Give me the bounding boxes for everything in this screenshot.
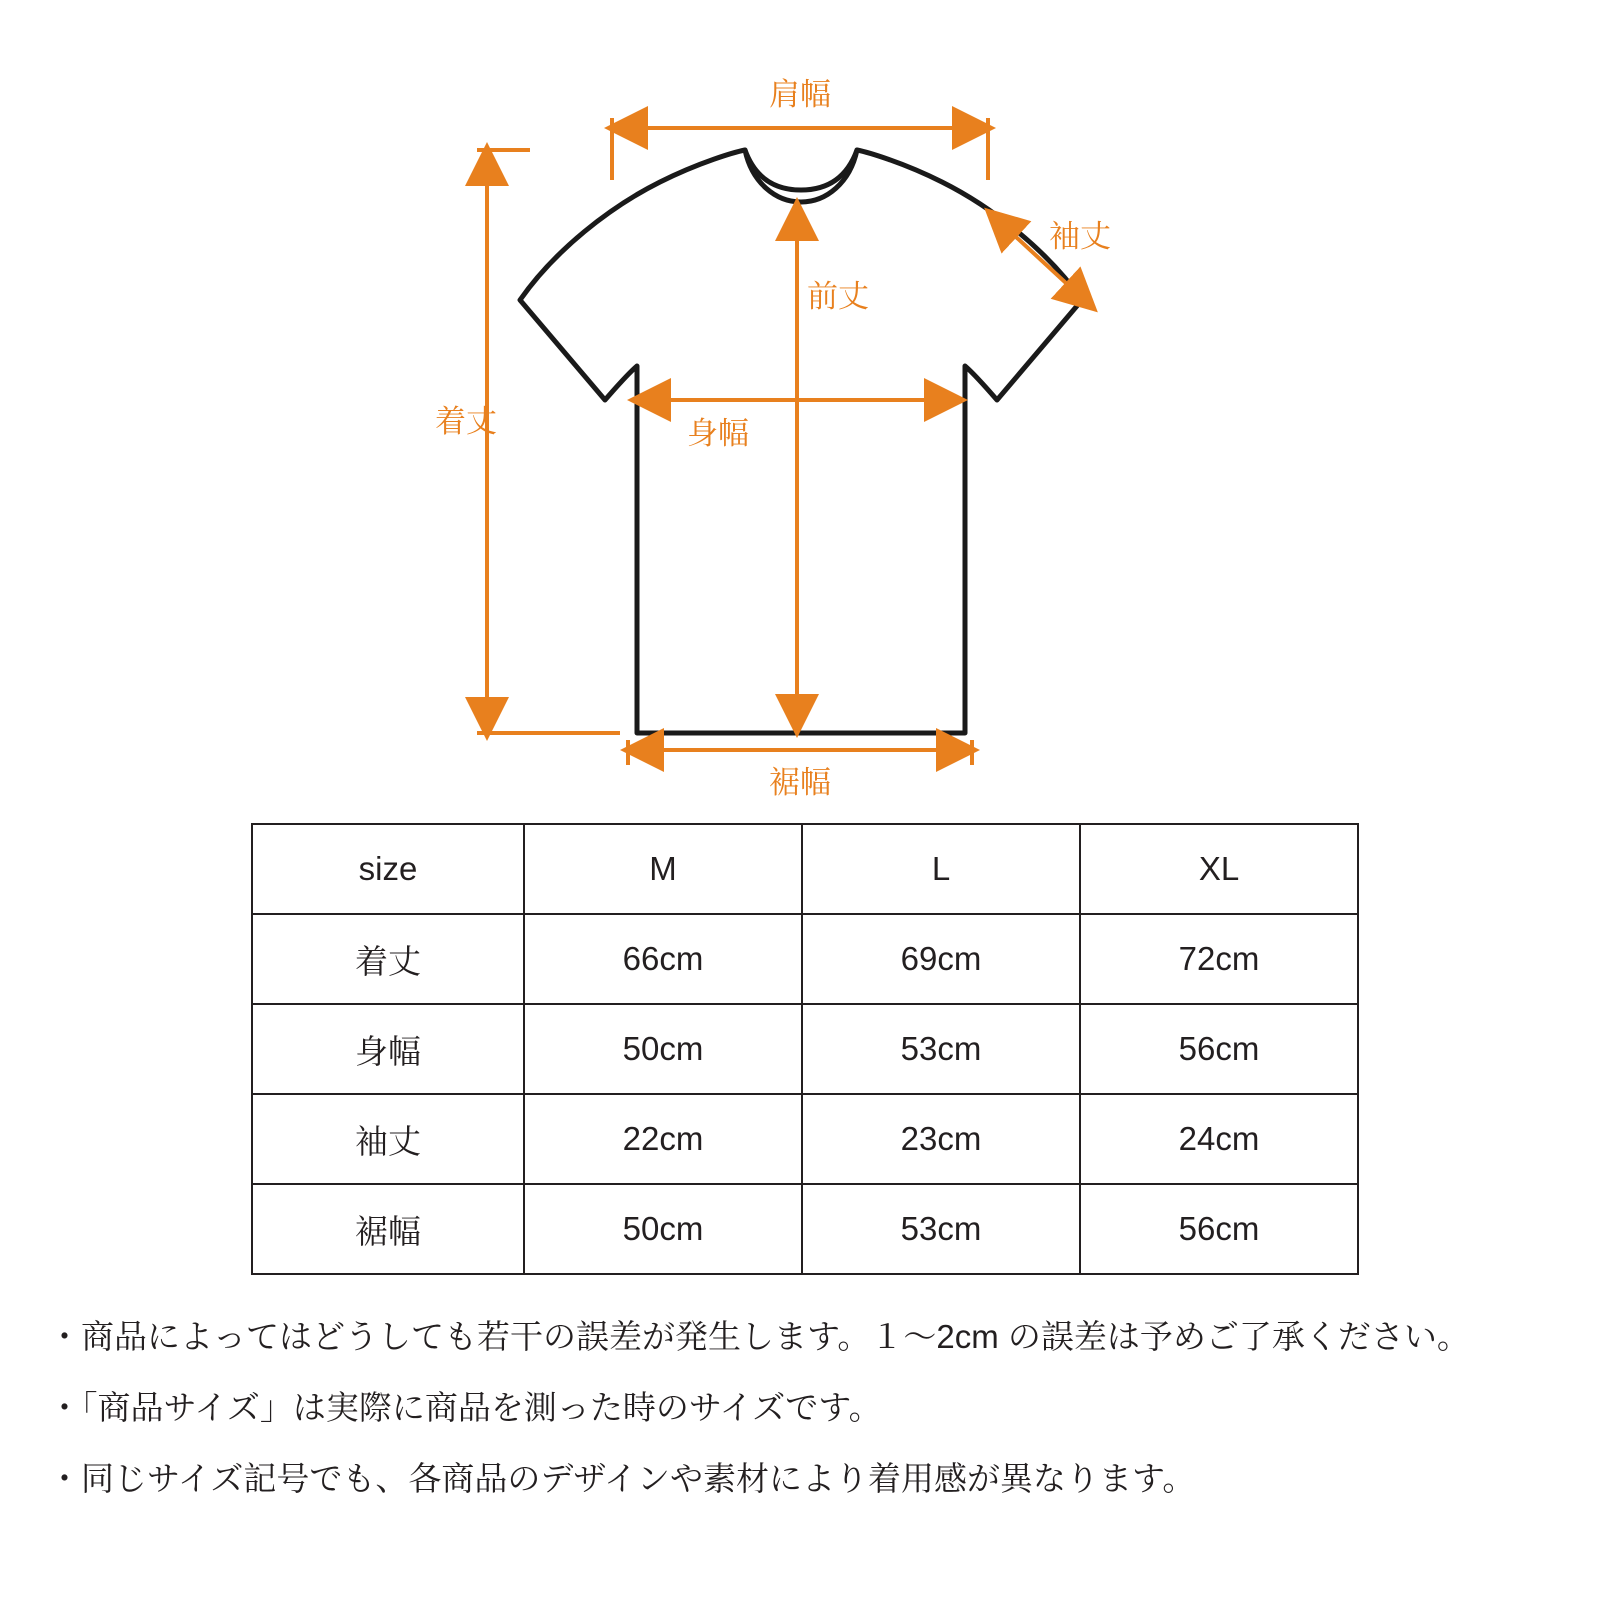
row-label-sleeve-length: 袖丈 <box>252 1094 524 1184</box>
cell-sleeve-length-m: 22cm <box>524 1094 802 1184</box>
header-l: L <box>802 824 1080 914</box>
cell-hem-width-m: 50cm <box>524 1184 802 1274</box>
label-hem-width: 裾幅 <box>769 765 831 800</box>
notes-list <box>48 1320 1568 1533</box>
header-xl: XL <box>1080 824 1358 914</box>
table-header-row <box>252 824 1358 914</box>
dim-shoulder-width <box>612 118 988 180</box>
cell-body-length-m: 66cm <box>524 914 802 1004</box>
row-label-hem-width: 裾幅 <box>252 1184 524 1274</box>
note-item: ・同じサイズ記号でも、各商品のデザインや素材により着用感が異なります。 <box>48 1460 1196 1497</box>
table-row <box>252 1094 1358 1184</box>
cell-body-width-xl: 56cm <box>1080 1004 1358 1094</box>
cell-body-width-m: 50cm <box>524 1004 802 1094</box>
row-label-body-width: 身幅 <box>252 1004 524 1094</box>
cell-sleeve-length-l: 23cm <box>802 1094 1080 1184</box>
cell-hem-width-xl: 56cm <box>1080 1184 1358 1274</box>
size-table <box>251 823 1359 1275</box>
table-row <box>252 1184 1358 1274</box>
cell-body-length-l: 69cm <box>802 914 1080 1004</box>
tshirt-outline <box>520 150 1082 733</box>
table-row <box>252 914 1358 1004</box>
cell-body-width-l: 53cm <box>802 1004 1080 1094</box>
label-shoulder-width: 肩幅 <box>769 77 831 112</box>
label-body-width: 身幅 <box>687 416 749 451</box>
note-item: ・商品によってはどうしても若干の誤差が発生します。１～2cm の誤差は予めご了承ください。 <box>48 1318 1470 1355</box>
cell-hem-width-l: 53cm <box>802 1184 1080 1274</box>
label-body-length: 着丈 <box>435 404 497 439</box>
table-row <box>252 1004 1358 1094</box>
label-front-length: 前丈 <box>807 279 869 314</box>
label-sleeve-length: 袖丈 <box>1049 219 1111 254</box>
header-size: size <box>252 824 524 914</box>
cell-body-length-xl: 72cm <box>1080 914 1358 1004</box>
header-m: M <box>524 824 802 914</box>
row-label-body-length: 着丈 <box>252 914 524 1004</box>
note-item: ・「商品サイズ」は実際に商品を測った時のサイズです。 <box>48 1389 882 1426</box>
dim-hem-width <box>628 740 972 765</box>
cell-sleeve-length-xl: 24cm <box>1080 1094 1358 1184</box>
